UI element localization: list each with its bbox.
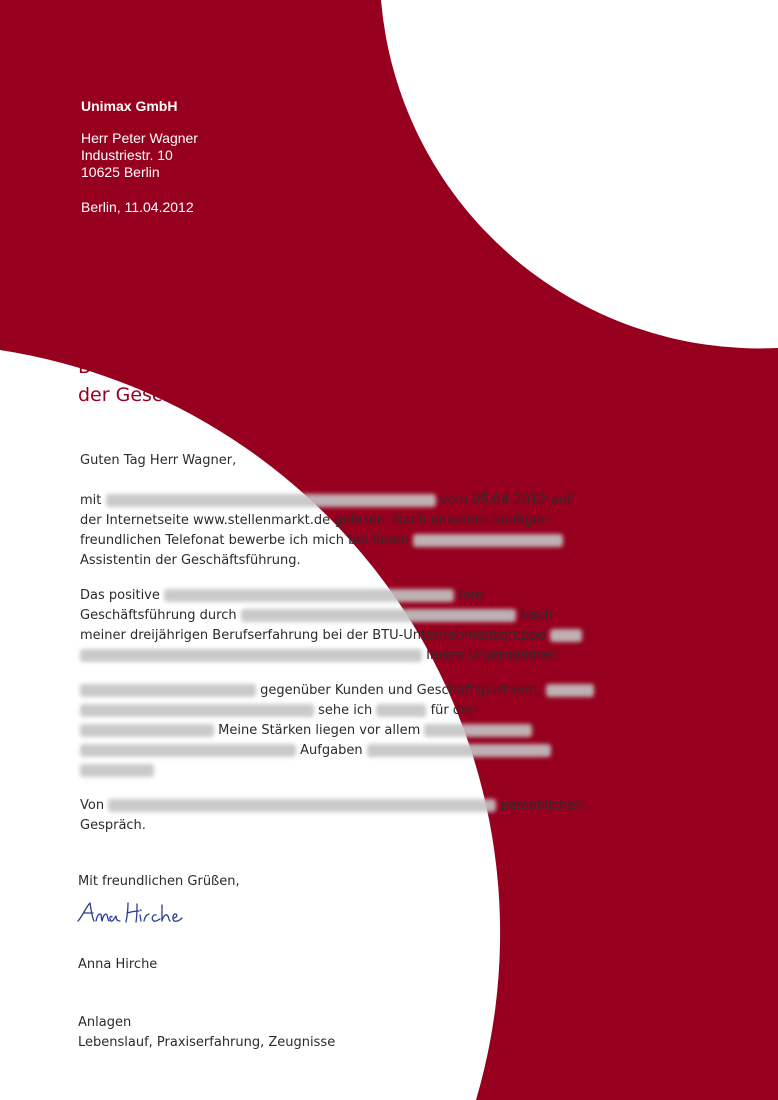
redacted-text [80,704,314,717]
p2-text-3: Geschäftsführung durch [80,608,237,623]
paragraph-4 [80,796,600,836]
p4-text-3: Gespräch. [80,818,146,833]
subject-line-1: Bewerbung als Assistentin [78,356,329,378]
p3-text-3: für den [430,703,478,718]
letter-date: Berlin, 11.04.2012 [81,199,194,215]
paragraph-3 [80,681,600,781]
recipient-contact: Herr Peter Wagner [81,130,198,146]
redacted-text [546,684,594,697]
paragraph-1 [80,491,600,571]
handwritten-signature [76,895,206,931]
p4-text-1: Von [80,798,105,813]
greeting: Guten Tag Herr Wagner, [80,453,237,468]
p1-text-1: mit [80,493,102,508]
redacted-text [241,609,516,622]
closing: Mit freundlichen Grüßen, [78,874,240,889]
attachments-label: Anlagen [78,1015,132,1030]
redacted-text [424,724,532,737]
redacted-text [376,704,426,717]
letter-subject [78,353,329,409]
redacted-text [108,799,496,812]
subject-line-2: der Geschäftsführung [78,384,285,406]
redacted-text [413,534,563,547]
attachments [78,1013,598,1053]
p2-text-4: Nach [519,608,553,623]
p2-text-6: Ihrem Unternehmen. [426,648,562,663]
p1-text-2: vom 05.04.2012 auf [439,493,572,508]
redacted-text [80,764,154,777]
redacted-text [106,494,436,507]
redacted-text [367,744,551,757]
p1-text-4: freundlichen Telefonat bewerbe ich mich bei Ihnen [80,533,409,548]
recipient-address [81,130,198,181]
signature-name: Anna Hirche [78,957,158,972]
paragraph-2 [80,586,600,666]
redacted-text [80,724,214,737]
redacted-text [80,684,256,697]
p2-text-5: meiner dreijährigen Berufserfahrung bei der BTU-Unternehmensgruppe [80,628,546,643]
p2-text-2: Ihre [458,588,484,603]
redacted-text [164,589,454,602]
p3-text-5: Aufgaben [300,743,363,758]
redacted-text [80,649,422,662]
attachments-list: Lebenslauf, Praxiserfahrung, Zeugnisse [78,1035,336,1050]
recipient-street: Industriestr. 10 [81,147,173,163]
p3-text-2: sehe ich [318,703,373,718]
p1-text-5: Assistentin der Geschäftsführung. [80,553,301,568]
recipient-city: 10625 Berlin [81,164,160,180]
p3-text-1: gegenüber Kunden und Geschäftspartnern, [260,683,542,698]
redacted-text [80,744,296,757]
p4-text-2: persönlichen [500,798,584,813]
redacted-text [550,629,582,642]
recipient-company: Unimax GmbH [81,98,178,114]
p1-text-3: der Internetseite www.stellenmarkt.de gelesen. Nach unserem heutigen [80,513,550,528]
p2-text-1: Das positive [80,588,160,603]
p3-text-4: Meine Stärken liegen vor allem [218,723,421,738]
